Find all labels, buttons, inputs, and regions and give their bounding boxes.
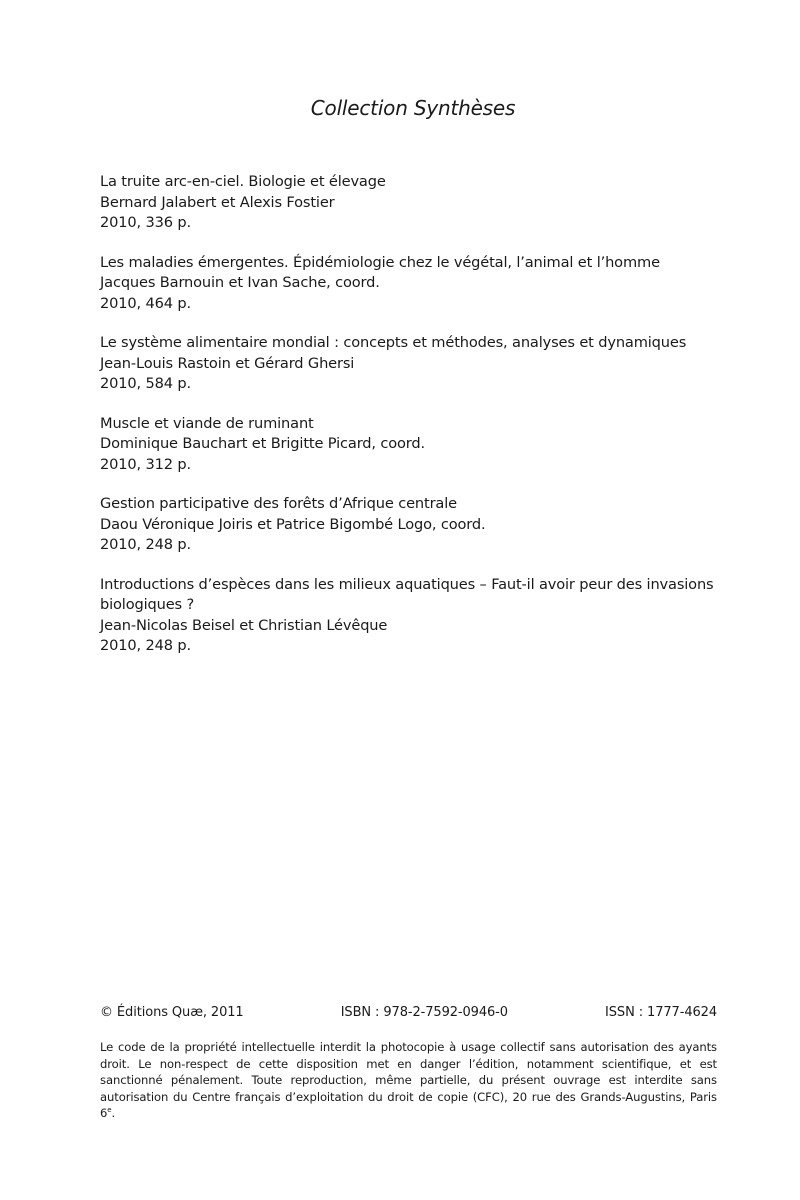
issn: ISSN : 1777-4624	[605, 1005, 717, 1020]
book-info: 2010, 464 p.	[100, 294, 192, 312]
book-authors: Jean-Louis Rastoin et Gérard Ghersi	[100, 354, 355, 372]
book-list	[100, 172, 730, 676]
book-title: Gestion participative des forêts d’Afrique centrale	[100, 495, 457, 512]
book-entry	[100, 253, 730, 315]
book-title: Le système alimentaire mondial : concepts et méthodes, analyses et dynamiques	[100, 334, 687, 351]
book-info: 2010, 584 p.	[100, 375, 192, 392]
book-entry	[100, 575, 730, 657]
copyright: © Éditions Quæ, 2011	[100, 1005, 244, 1020]
book-entry	[100, 494, 730, 556]
book-title: La truite arc-en-ciel. Biologie et élevage	[100, 173, 386, 190]
legal-superscript: e	[107, 1106, 112, 1115]
book-info: 2010, 248 p.	[100, 637, 192, 654]
book-entry	[100, 333, 730, 395]
book-authors: Jean-Nicolas Beisel et Christian Lévêque	[100, 616, 388, 634]
book-info: 2010, 248 p.	[100, 536, 192, 553]
legal-notice	[100, 1039, 717, 1122]
book-info: 2010, 336 p.	[100, 214, 192, 231]
book-info: 2010, 312 p.	[100, 455, 192, 473]
book-title: Muscle et viande de ruminant	[100, 414, 314, 432]
legal-end: .	[111, 1106, 116, 1120]
book-title: Introductions d’espèces dans les milieux aquatiques – Faut-il avoir peur des invasions biologiques ?	[100, 575, 714, 613]
book-authors: Dominique Bauchart et Brigitte Picard, coord.	[100, 435, 426, 452]
isbn: ISBN : 978-2-7592-0946-0	[340, 1005, 508, 1020]
footer	[100, 1005, 717, 1122]
book-title: Les maladies émergentes. Épidémiologie chez le végétal, l’animal et l’homme	[100, 253, 660, 271]
book-entry	[100, 414, 730, 476]
book-authors: Daou Véronique Joiris et Patrice Bigombé Logo, coord.	[100, 515, 486, 533]
book-authors: Bernard Jalabert et Alexis Fostier	[100, 193, 335, 211]
collection-title: Collection Synthèses	[310, 96, 516, 120]
book-entry	[100, 172, 730, 234]
publication-info-row	[100, 1005, 717, 1021]
book-authors: Jacques Barnouin et Ivan Sache, coord.	[100, 274, 380, 291]
legal-text: Le code de la propriété intellectuelle interdit la photocopie à usage collectif sans autorisation des ayants droit. Le non-respect de cette disposition met en danger l’édition, notamment scientifique, et est sanctionné pénalement. Toute reproduction, même partielle, du présent ouvrage est interdite sans autorisation du Centre français d’exploitation du droit de copie (CFC), 20 rue des Grands-Augustins, Paris 6	[100, 1040, 717, 1120]
